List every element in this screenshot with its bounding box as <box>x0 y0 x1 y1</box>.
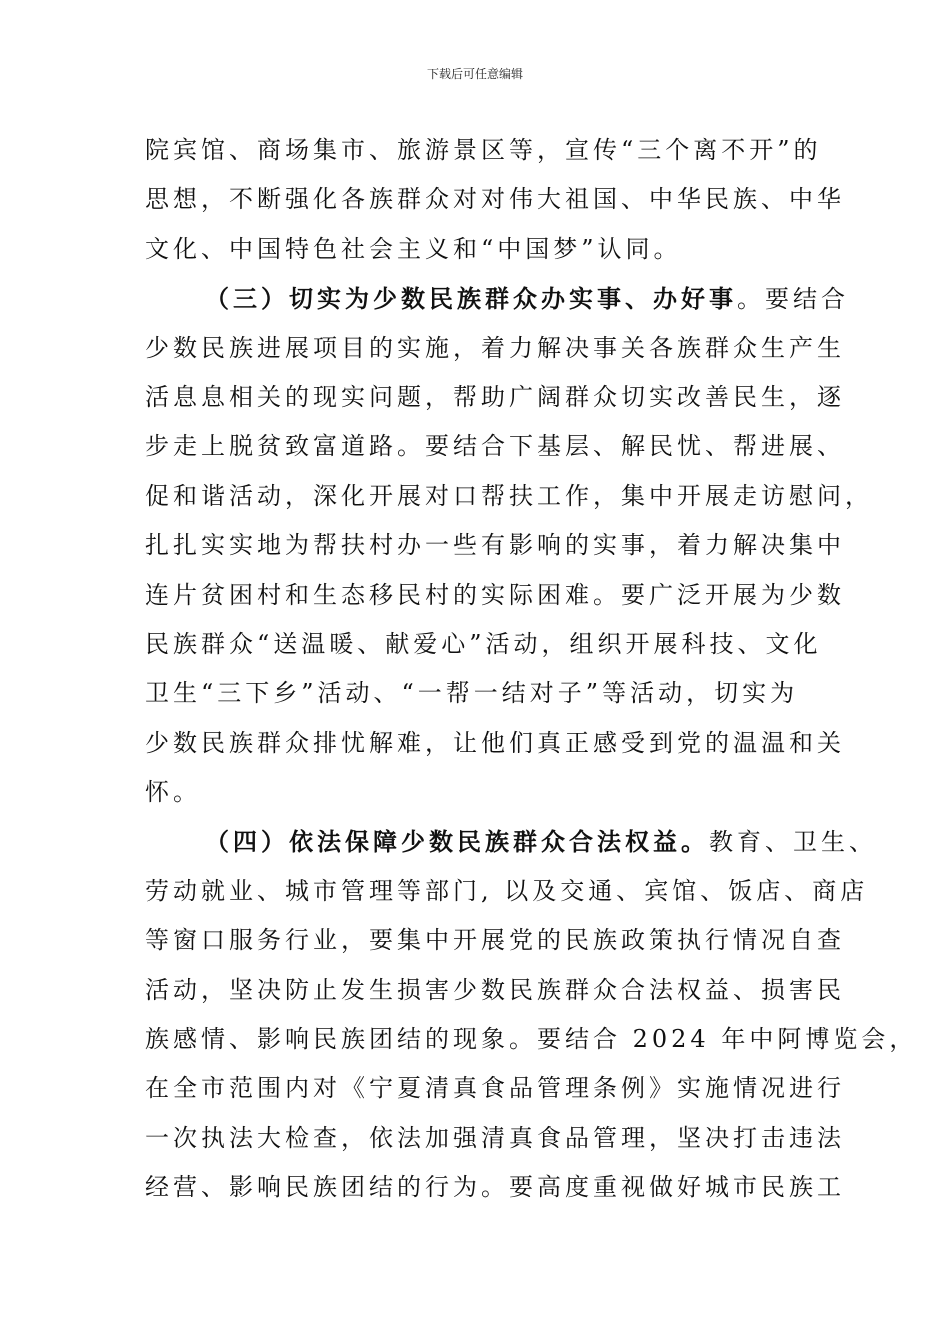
text-line <box>145 620 822 669</box>
body-text-run: 少数民族进展项目的实施，着力解决事关各族群众生产生 <box>145 333 845 362</box>
body-text-run: 教育、卫生、 <box>709 828 877 857</box>
text-line <box>145 719 845 768</box>
body-text-run: 经营、影响民族团结的行为。要高度重视做好城市民族工 <box>145 1173 845 1202</box>
body-text-run: 一次执法大检查，依法加强清真食品管理，坚决打击违法 <box>145 1123 845 1152</box>
text-line <box>145 966 845 1015</box>
section-heading: （四）依法保障少数民族群众合法权益。 <box>205 827 709 857</box>
body-text-run: 促和谐活动，深化开展对口帮扶工作，集中开展走访慰问， <box>145 481 873 510</box>
body-text-run: 连片贫困村和生态移民村的实际困难。要广泛开展为少数 <box>145 580 845 609</box>
text-line <box>145 175 845 224</box>
text-line <box>145 126 822 175</box>
text-line <box>145 916 845 965</box>
text-line <box>145 1114 845 1163</box>
text-line <box>145 472 873 521</box>
body-text-run: 在全市范围内对《宁夏清真食品管理条例》实施情况进行 <box>145 1074 845 1103</box>
text-line <box>145 225 815 274</box>
text-line <box>145 1015 918 1064</box>
body-text-run: 思想，不断强化各族群众对对伟大祖国、中华民族、中华 <box>145 185 845 214</box>
body-text-run: 文化、中国特色社会主义和“中国梦”认同。 <box>145 234 682 263</box>
body-text-run: 院宾馆、商场集市、旅游景区等，宣传“三个离不开”的 <box>145 136 822 164</box>
text-line <box>145 768 815 817</box>
paragraph-first-line <box>145 817 877 866</box>
body-text-run: 步走上脱贫致富道路。要结合下基层、解民忧、帮进展、 <box>145 432 845 461</box>
body-text-run: 卫生“三下乡”活动、“一帮一结对子”等活动，切实为 <box>145 679 799 708</box>
text-line <box>145 324 845 373</box>
paragraph-first-line <box>145 274 849 323</box>
body-text-run: 民族群众“送温暖、献爱心”活动，组织开展科技、文化 <box>145 629 822 658</box>
text-line <box>145 867 869 916</box>
text-line <box>145 373 845 422</box>
text-line <box>145 521 845 570</box>
body-text-run: 怀。 <box>145 778 201 807</box>
body-text-run: 等窗口服务行业，要集中开展党的民族政策执行情况自查 <box>145 926 845 955</box>
page-header: 下载后可任意编辑 <box>426 67 523 81</box>
body-text-run: 族感情、影响民族团结的现象。要结合 2024 年中阿博览会， <box>145 1025 918 1054</box>
text-line <box>145 1064 845 1113</box>
body-text-run: 活动，坚决防止发生损害少数民族群众合法权益、损害民 <box>145 975 845 1004</box>
document-body <box>145 126 918 1213</box>
section-heading: （三）切实为少数民族群众办实事、办好事 <box>205 284 737 314</box>
body-text-run: 少数民族群众排忧解难，让他们真正感受到党的温温和关 <box>145 728 845 757</box>
body-text-run: 活息息相关的现实问题，帮助广阔群众切实改善民生，逐 <box>145 382 845 411</box>
body-text-run: 扎扎实实地为帮扶村办一些有影响的实事，着力解决集中 <box>145 531 845 560</box>
text-line <box>145 422 845 471</box>
text-line <box>145 669 815 718</box>
text-line <box>145 571 845 620</box>
body-text-run: 。要结合 <box>737 285 849 314</box>
body-text-run: 劳动就业、城市管理等部门, 以及交通、宾馆、饭店、商店 <box>145 876 869 905</box>
text-line <box>145 1163 845 1212</box>
